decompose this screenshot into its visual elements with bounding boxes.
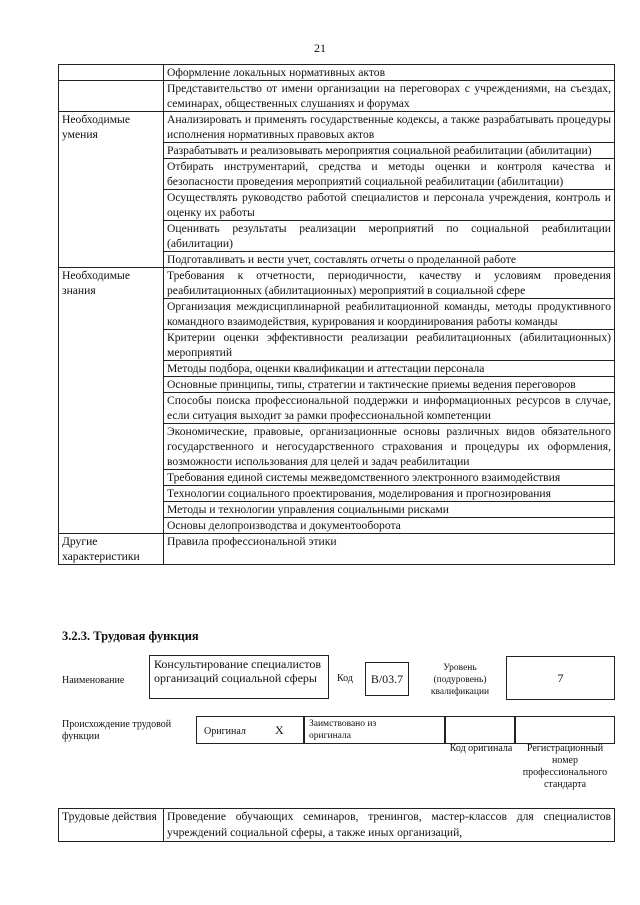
name-value: Консультирование специалистов организаций социальной сферы	[154, 657, 321, 685]
origin-label: Происхождение трудовой функции	[62, 719, 172, 742]
knowledge-item: Организация междисциплинарной реабилитационной команды, методы продуктивного командного взаимодействия, курирования и координирования работы команды	[164, 299, 615, 330]
original-mark: X	[275, 723, 284, 737]
knowledge-item: Методы и технологии управления социальными рисками	[164, 502, 615, 518]
table-row	[59, 112, 615, 143]
knowledge-item: Основы делопроизводства и документооборота	[164, 518, 615, 534]
other-value: Правила профессиональной этики	[164, 534, 615, 565]
labor-actions-table	[58, 808, 615, 842]
knowledge-item: Требования единой системы межведомственного электронного взаимодействия	[164, 470, 615, 486]
knowledge-label: Необходимые знания	[59, 268, 164, 534]
original-box	[196, 716, 304, 744]
knowledge-item: Требования к отчетности, периодичности, качеству и условиям проведения реабилитационных (абилитационных) мероприятий в социальной сфере	[164, 268, 615, 299]
code-label: Код	[337, 673, 353, 684]
requirements-table	[58, 64, 615, 565]
knowledge-item: Основные принципы, типы, стратегии и тактические приемы ведения переговоров	[164, 377, 615, 393]
skills-label: Необходимые умения	[59, 112, 164, 268]
table-row	[59, 65, 615, 81]
labor-actions-value: Проведение обучающих семинаров, тренингов, мастер-классов для специалистов учреждений социальной сферы, а также иных организаций,	[164, 809, 615, 842]
knowledge-item: Методы подбора, оценки квалификации и аттестации персонала	[164, 361, 615, 377]
empty-label-cell	[59, 65, 164, 81]
borrowed-label: Заимствовано из оригинала	[309, 719, 377, 741]
reg-number-box	[515, 716, 615, 744]
knowledge-item: Способы поиска профессиональной поддержки и информационных ресурсов в случае, если ситуация выходит за рамки профессиональной компетенции	[164, 393, 615, 424]
table-cell: Представительство от имени организации на переговорах с учреждениями, на съездах, семинарах, общественных слушаниях и форумах	[164, 81, 615, 112]
labor-actions-label: Трудовые действия	[59, 809, 164, 842]
knowledge-item: Критерии оценки эффективности реализации реабилитационных (абилитационных) мероприятий	[164, 330, 615, 361]
skill-item: Осуществлять руководство работой специалистов и персонала учреждения, контроль и оценку их работы	[164, 190, 615, 221]
empty-label-cell	[59, 81, 164, 112]
skill-item: Отбирать инструментарий, средства и методы оценки и контроля качества и безопасности проведения мероприятий социальной реабилитации (абилитации)	[164, 159, 615, 190]
code-box	[365, 662, 409, 696]
origin-code-box	[445, 716, 515, 744]
skill-item: Подготавливать и вести учет, составлять отчеты о проделанной работе	[164, 252, 615, 268]
level-value: 7	[557, 671, 564, 685]
table-row	[59, 534, 615, 565]
borrowed-box	[304, 716, 445, 744]
reg-number-label: Регистрационный номер профессионального стандарта	[522, 743, 608, 790]
origin-code-label: Код оригинала	[449, 743, 513, 754]
original-label: Оригинал	[204, 726, 246, 737]
table-row	[59, 268, 615, 299]
table-row	[59, 81, 615, 112]
name-box	[149, 655, 329, 699]
other-label: Другие характеристики	[59, 534, 164, 565]
skill-item: Анализировать и применять государственные кодексы, а также разрабатывать процедуры исполнения нормативных правовых актов	[164, 112, 615, 143]
section-title: 3.2.3. Трудовая функция	[62, 629, 199, 643]
table-cell: Оформление локальных нормативных актов	[164, 65, 615, 81]
page-number: 21	[314, 41, 326, 55]
knowledge-item: Технологии социального проектирования, моделирования и прогнозирования	[164, 486, 615, 502]
name-label: Наименование	[62, 675, 125, 686]
skill-item: Оценивать результаты реализации мероприятий по социальной реабилитации (абилитации)	[164, 221, 615, 252]
table-row	[59, 809, 615, 842]
knowledge-item: Экономические, правовые, организационные основы различных видов обязательного государственного и негосударственного страхования и процедуры их оформления, возможности использования для целей и задач реабилитации	[164, 424, 615, 470]
skill-item: Разрабатывать и реализовывать мероприятия социальной реабилитации (абилитации)	[164, 143, 615, 159]
code-value: B/03.7	[370, 672, 404, 686]
level-box	[506, 656, 615, 700]
level-label: Уровень (подуровень) квалификации	[430, 663, 490, 697]
